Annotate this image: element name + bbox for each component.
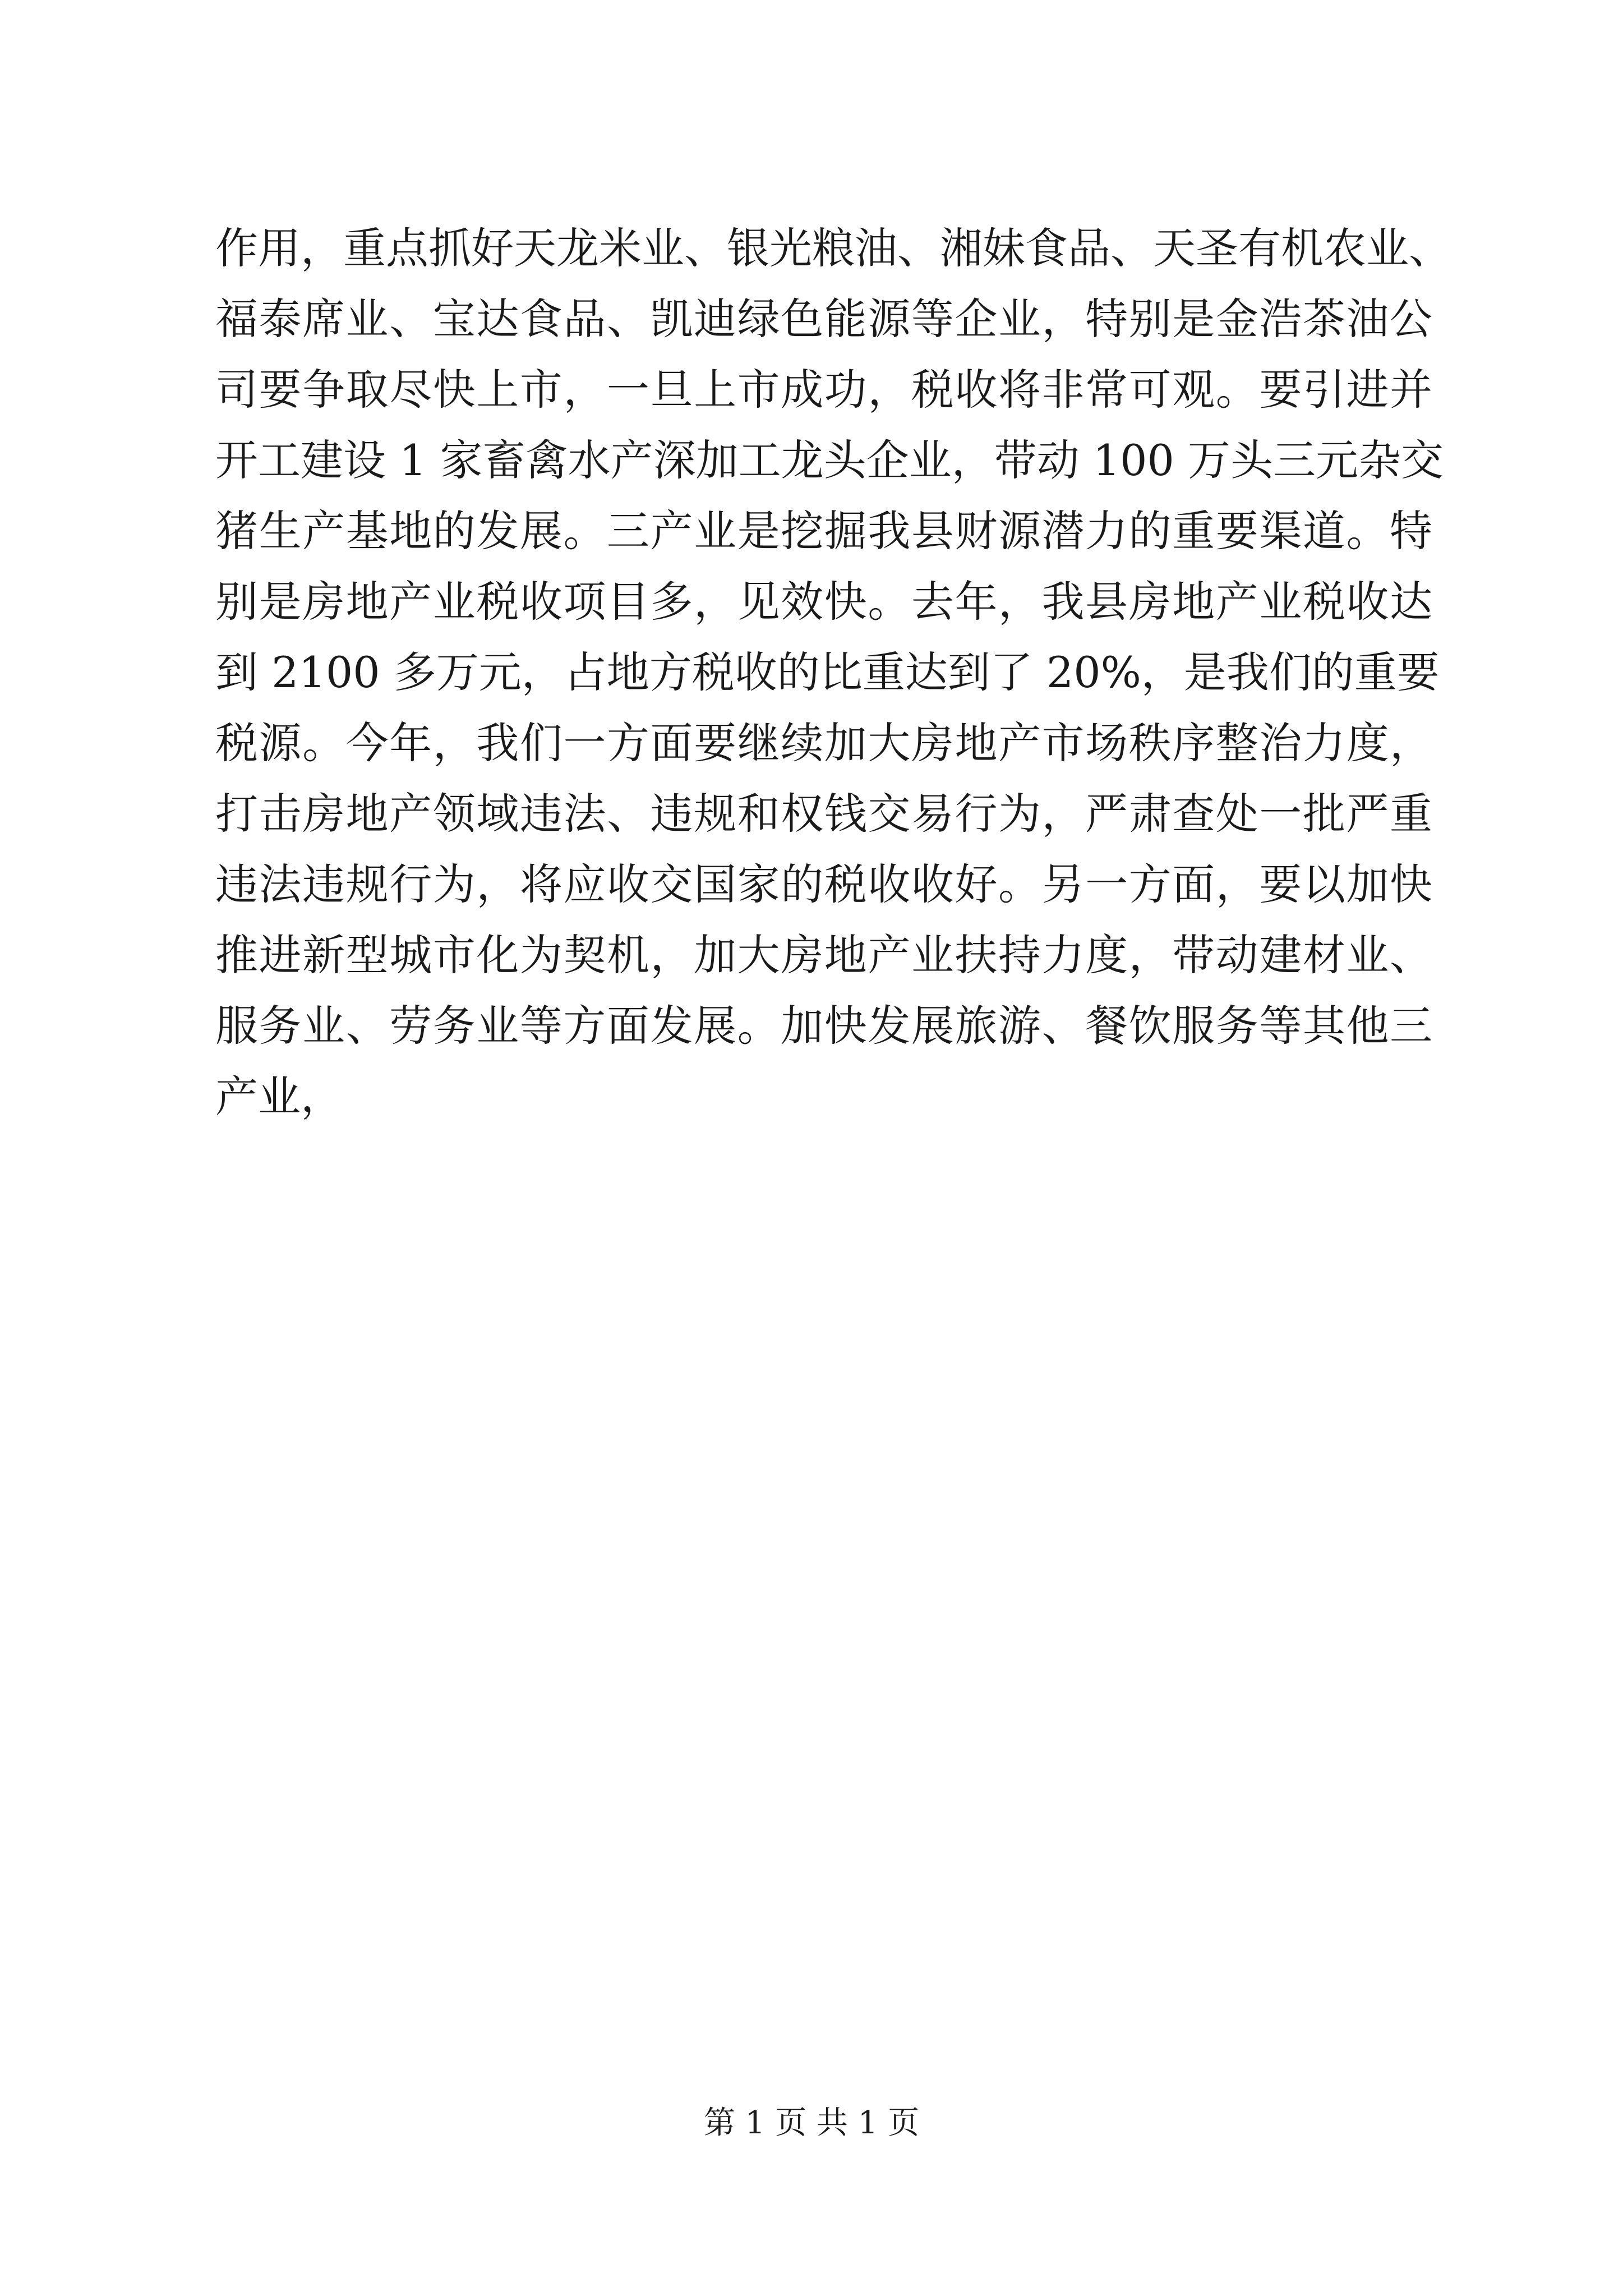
- text-line-8: 税源。今年，我们一方面要继续加大房地产市场秩序整治力度，: [215, 718, 1432, 768]
- page-number-footer: 第 1 页 共 1 页: [703, 2105, 920, 2141]
- text-line-7: 到 2100 多万元，占地方税收的比重达到了 20%，是我们的重要: [215, 647, 1440, 697]
- text-line-10: 违法违规行为，将应收交国家的税收收好。另一方面，要以加快: [215, 859, 1432, 909]
- text-line-12: 服务业、劳务业等方面发展。加快发展旅游、餐饮服务等其他三: [215, 1001, 1432, 1051]
- text-line-4: 开工建设 1 家畜禽水产深加工龙头企业，带动 100 万头三元杂交: [215, 435, 1444, 485]
- text-line-2: 福泰席业、宝达食品、凯迪绿色能源等企业，特别是金浩茶油公: [215, 294, 1432, 344]
- text-line-1: 作用，重点抓好天龙米业、银光粮油、湘妹食品、天圣有机农业、: [215, 223, 1451, 273]
- text-line-6: 别是房地产业税收项目多，见效快。去年，我县房地产业税收达: [215, 577, 1432, 627]
- text-line-13: 产业，: [215, 1071, 343, 1121]
- text-line-5: 猪生产基地的发展。三产业是挖掘我县财源潜力的重要渠道。特: [215, 506, 1432, 556]
- text-line-11: 推进新型城市化为契机，加大房地产业扶持力度，带动建材业、: [215, 930, 1432, 980]
- text-line-3: 司要争取尽快上市，一旦上市成功，税收将非常可观。要引进并: [215, 365, 1432, 415]
- body-paragraph: [215, 213, 1451, 1132]
- text-line-9: 打击房地产领域违法、违规和权钱交易行为，严肃查处一批严重: [215, 789, 1432, 839]
